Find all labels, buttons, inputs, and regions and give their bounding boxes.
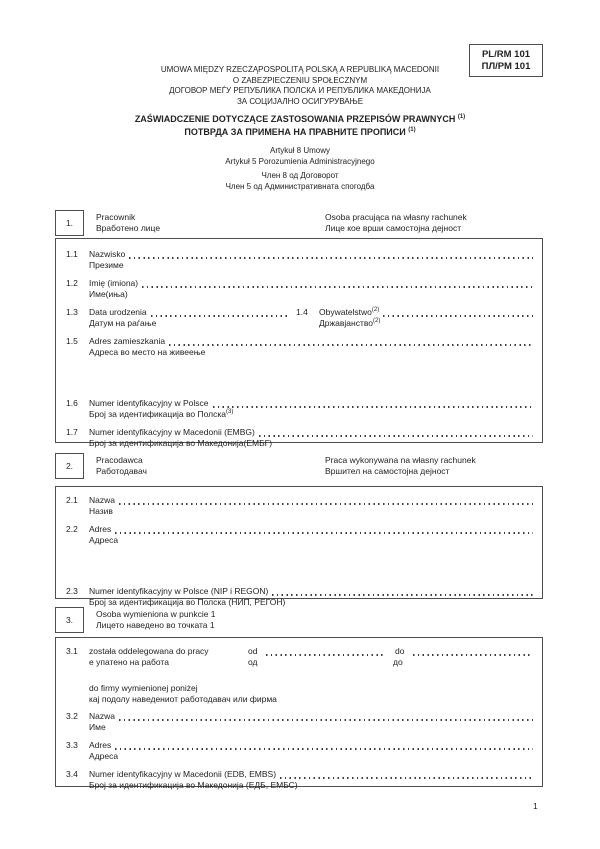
address-write-in-space [66, 546, 534, 579]
page-number: 1 [533, 801, 538, 811]
form-row-1-6 [66, 398, 534, 420]
field-label-pl: Imię (imiona) [89, 278, 139, 288]
field-label-mk: Презиме [89, 260, 124, 270]
section-2-number: 2. [55, 453, 84, 479]
row-number: 1.7 [66, 427, 78, 437]
date-to-label-pl: do [395, 646, 405, 656]
section-2-box [55, 486, 543, 607]
field-label-pl: Numer identyfikacyjny w Polsce (NIP i REGON) [89, 586, 269, 596]
form-row-2-1 [66, 495, 534, 517]
dotted-field [111, 740, 534, 751]
section-2-title-left: Pracodawca Работодавач [96, 455, 147, 476]
field-label-pl: Numer identyfikacyjny w Polsce [89, 398, 209, 408]
field-label-mk: Број за идентификација во Македонија (ЕДБ, ЕМБС) [89, 780, 298, 790]
dotted-field [209, 398, 534, 409]
form-row-1-1 [66, 249, 534, 271]
field-label-pl: Numer identyfikacyjny w Macedonii (EDB, EMBS) [89, 769, 277, 779]
row-number: 1.6 [66, 398, 78, 408]
field-label-pl: Adres zamieszkania [89, 336, 166, 346]
section-1-title-left: Pracownik Вработено лице [96, 212, 161, 233]
delegation-note [89, 683, 534, 704]
article-line: Artykuł 8 Umowy [269, 146, 330, 155]
form-code-mk: ПЛ/РМ 101 [481, 60, 531, 72]
field-label-mk: Адреса во место на живеење [89, 347, 206, 357]
article-line: Член 8 од Договорот [261, 171, 339, 180]
row-number: 3.3 [66, 740, 78, 750]
section-3-header [55, 607, 543, 635]
field-label-pl: Adres [89, 740, 112, 750]
agreement-line-1: UMOWA MIĘDZY RZECZĄPOSPOLITĄ POLSKĄ A REPUBLIKĄ MACEDONII [160, 65, 440, 74]
field-label-mk: Име(иња) [89, 289, 128, 299]
form-row-2-3 [66, 586, 534, 608]
field-label-pl: Numer identyfikacyjny w Macedonii (EMBG) [89, 427, 255, 437]
agreement-header [0, 65, 600, 107]
row-number: 1.1 [66, 249, 78, 259]
form-row-1-2 [66, 278, 534, 300]
field-label-pl: Nazwisko [89, 249, 126, 259]
section-3-title-left: Osoba wymieniona w punkcie 1 Лицето наведено во точката 1 [96, 609, 216, 630]
dotted-field [255, 427, 534, 438]
field-label-mk: Назив [89, 506, 113, 516]
form-title-mk: ПОТВРДА ЗА ПРИМЕНА НА ПРАВНИТЕ ПРОПИСИ $^{(1)}$ [184, 126, 416, 137]
form-title-pl: ZAŚWIADCZENIE DOTYCZĄCE ZASTOSOWANIA PRZEPISÓW PRAWNYCH $^{(1)}$ [134, 114, 466, 124]
row-number: 1.5 [66, 336, 78, 346]
note-mk: кај подолу наведениот работодавач или фирма [89, 693, 277, 704]
form-code-pl: PL/RM 101 [481, 48, 531, 60]
form-row-3-3 [66, 740, 534, 762]
row-number: 3.2 [66, 711, 78, 721]
section-1-title-right: Osoba pracująca na własny rachunek Лице кое врши самостојна дејност [325, 212, 467, 233]
dotted-field [147, 307, 288, 318]
section-2-header [55, 453, 543, 481]
form-row-2-2 [66, 524, 534, 546]
section-1-header [55, 210, 543, 238]
dotted-field [115, 711, 534, 722]
field-label-mk: Број за идентификација во Македонија(ЕМБГ) [89, 438, 273, 448]
dotted-field [111, 524, 534, 535]
footnote-ref-1: (1) [457, 114, 466, 120]
article-line: Член 5 од Административната спогодба [225, 181, 375, 191]
form-row-3-2 [66, 711, 534, 733]
field-label-mk: Име [89, 722, 106, 732]
footnote-ref-1: (1) [408, 126, 416, 133]
field-label-pl: Obywatelstwo$^{(2)}$ [319, 307, 380, 317]
articles-mk [0, 171, 600, 192]
articles-pl [0, 146, 600, 167]
field-label-pl: Data urodzenia [89, 307, 147, 317]
date-from-label-pl: od [248, 646, 258, 656]
dotted-field-date-from [262, 646, 387, 657]
field-label-pl: Nazwa [89, 495, 115, 505]
form-row-1-5 [66, 336, 534, 358]
footnote-ref-3: (3) [226, 409, 234, 416]
row-number: 2.3 [66, 586, 78, 596]
section-1-box [55, 238, 543, 448]
section-1-number: 1. [55, 210, 84, 236]
dotted-field [115, 495, 534, 506]
row-number: 2.2 [66, 524, 78, 534]
date-from-label-mk: од [248, 657, 258, 667]
dotted-field [268, 586, 534, 597]
row-number: 1.4 [296, 307, 308, 317]
note-pl: do firmy wymienionej poniżej [89, 683, 198, 693]
section-2-title-right: Praca wykonywana na własny rachunek Вршител на самостојна дејност [325, 455, 476, 476]
footnote-ref-2: (2) [371, 307, 380, 314]
agreement-line-2: O ZABEZPIECZENIU SPOŁECZNYM [232, 75, 368, 85]
row-number: 2.1 [66, 495, 78, 505]
dotted-field [138, 278, 534, 289]
row-number: 3.4 [66, 769, 78, 779]
field-label-pl: Adres [89, 524, 112, 534]
dotted-field-date-to [409, 646, 534, 657]
section-3-box [55, 637, 543, 790]
field-1-3 [66, 307, 296, 318]
form-title [0, 113, 600, 138]
field-label-pl: została oddelegowana do pracy [89, 646, 209, 656]
dotted-field [165, 336, 534, 347]
address-write-in-space [66, 358, 534, 391]
form-row-3-1 [66, 646, 534, 704]
dotted-field [379, 307, 534, 318]
form-row-1-3-1-4 [66, 307, 534, 329]
field-label-mk: Адреса [89, 751, 119, 761]
section-3-number: 3. [55, 607, 84, 633]
row-number: 3.1 [66, 646, 78, 656]
agreement-line-4: ЗА СОЦИЈАЛНО ОСИГУРУВАЊЕ [236, 96, 364, 106]
form-row-3-4 [66, 769, 534, 791]
dotted-field [276, 769, 534, 780]
agreement-line-3: ДОГОВОР МЕЃУ РЕПУБЛИКА ПОЛСКА И РЕПУБЛИКА МАКЕДОНИЈА [169, 86, 431, 95]
field-label-pl: Nazwa [89, 711, 115, 721]
row-number: 1.2 [66, 278, 78, 288]
form-row-1-7 [66, 427, 534, 449]
field-label-mk: Број за идентификација во Полска (НИП, РЕГОН) [89, 597, 286, 607]
field-label-mk: Број за идентификација во Полска$^{(3)}$ [89, 409, 234, 419]
field-label-mk: Адреса [89, 535, 119, 545]
field-label-mk: Датум на раѓање [89, 318, 157, 328]
dotted-field [125, 249, 534, 260]
date-to-label-mk: до [393, 657, 403, 667]
footnote-ref-2: (2) [373, 318, 381, 325]
article-line: Artykuł 5 Porozumienia Administracyjnego [225, 156, 375, 166]
row-number: 1.3 [66, 307, 78, 317]
field-label-mk: е упатено на работа [89, 657, 169, 667]
field-label-mk: Државјанство$^{(2)}$ [319, 318, 381, 328]
